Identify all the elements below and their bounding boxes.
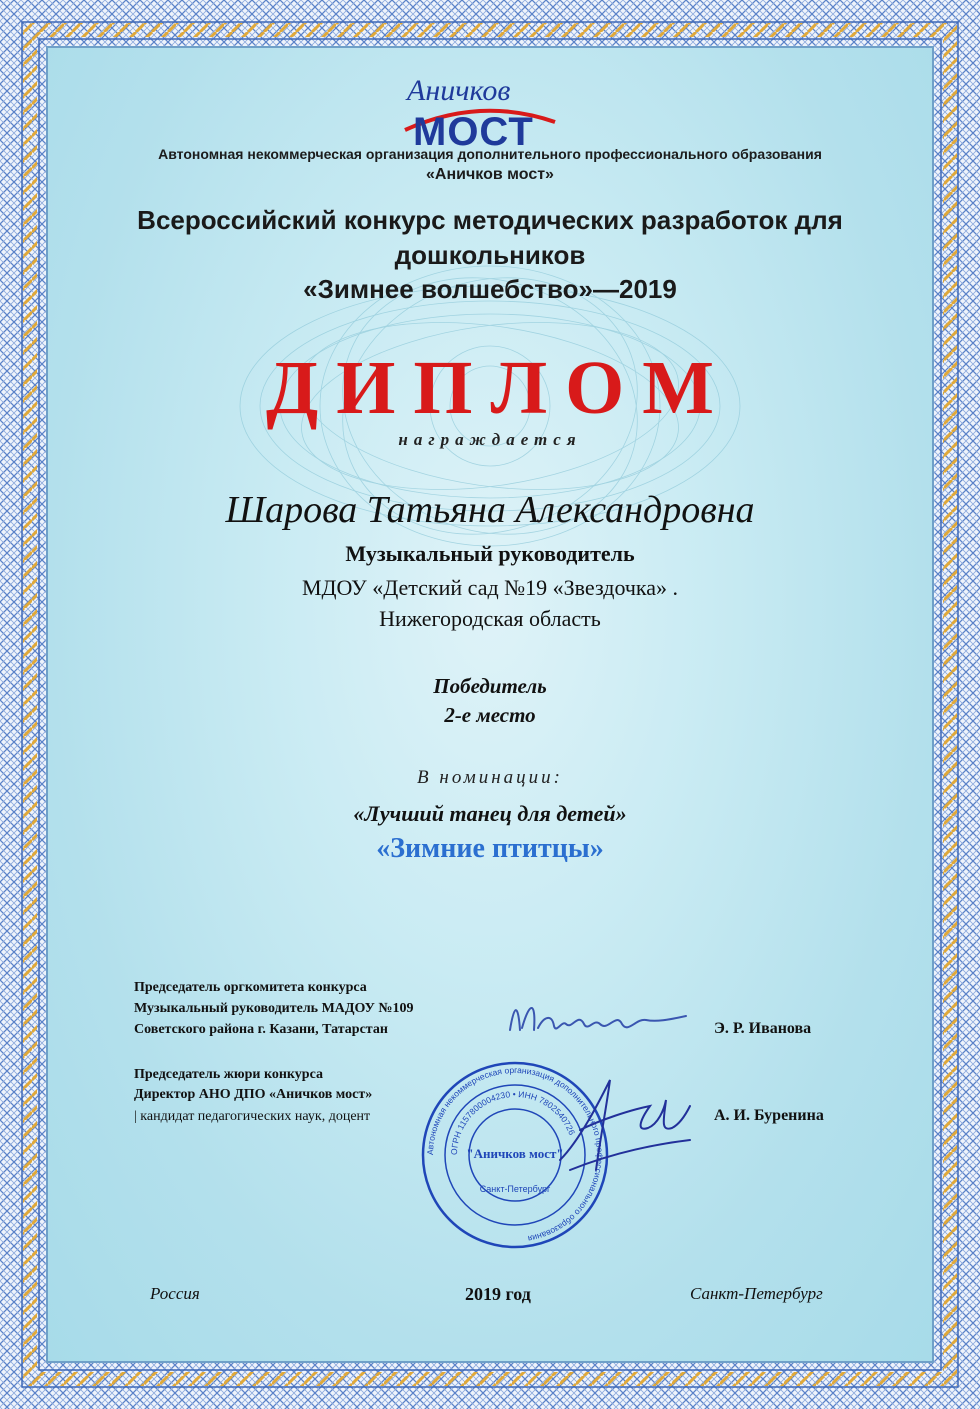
recipient-region: Нижегородская область	[379, 606, 601, 631]
contest-title-line3: «Зимнее волшебство»—2019	[303, 274, 677, 304]
recipient-name: Шарова Татьяна Александровна	[225, 489, 755, 531]
seal-outer-text: Автономная некоммерческая организация дополнительного профессионального образования	[424, 1064, 606, 1244]
recipient-organization: МДОУ «Детский сад №19 «Звездочка» .	[301, 575, 679, 600]
organization-short-name: «Аничков мост»	[426, 166, 554, 183]
result-status: Победитель	[433, 674, 547, 698]
nomination-label: В номинации:	[417, 767, 563, 788]
seal-center-text: "Аничков мост"	[466, 1146, 564, 1161]
nomination-title: «Лучший танец для детей»	[353, 801, 627, 826]
jury-chair-title: Председатель жюри конкурса	[134, 1067, 323, 1082]
jury-chair-role: Директор АНО ДПО «Аничков мост»	[134, 1087, 373, 1102]
contest-title-line1: Всероссийский конкурс методических разработок для	[137, 205, 843, 235]
committee-chair-role: Музыкальный руководитель МАДОУ №109	[134, 1001, 414, 1016]
contest-title-line2: дошкольников	[394, 240, 586, 270]
seal-inner-text: ОГРН 1157800004230 • ИНН 7802540726	[448, 1088, 578, 1156]
footer-year: 2019 год	[465, 1284, 531, 1304]
organization-full-name: Автономная некоммерческая организация дополнительного профессионального образования	[158, 146, 822, 162]
awarded-label: награждается	[398, 430, 582, 449]
committee-chair-title: Председатель оргкомитета конкурса	[134, 980, 367, 995]
committee-chair-signature	[500, 990, 700, 1045]
diploma-heading: ДИПЛОМ	[266, 346, 732, 430]
committee-chair-name: Э. Р. Иванова	[714, 1020, 812, 1037]
jury-chair-name: А. И. Буренина	[714, 1107, 824, 1124]
footer-city: Санкт-Петербург	[690, 1284, 823, 1303]
committee-chair-place: Советского района г. Казани, Татарстан	[134, 1022, 388, 1037]
recipient-position: Музыкальный руководитель	[345, 541, 635, 566]
logo-line2: МОСТ	[413, 110, 534, 154]
footer-country: Россия	[150, 1284, 200, 1303]
seal-city-text: Санкт-Петербург	[479, 1184, 551, 1194]
logo-line1: Аничков	[407, 74, 511, 107]
jury-chair-signature	[540, 1070, 710, 1190]
jury-chair-degree: | кандидат педагогических наук, доцент	[134, 1109, 371, 1124]
result-place: 2-е место	[444, 703, 536, 727]
work-title: «Зимние птитцы»	[376, 833, 604, 864]
